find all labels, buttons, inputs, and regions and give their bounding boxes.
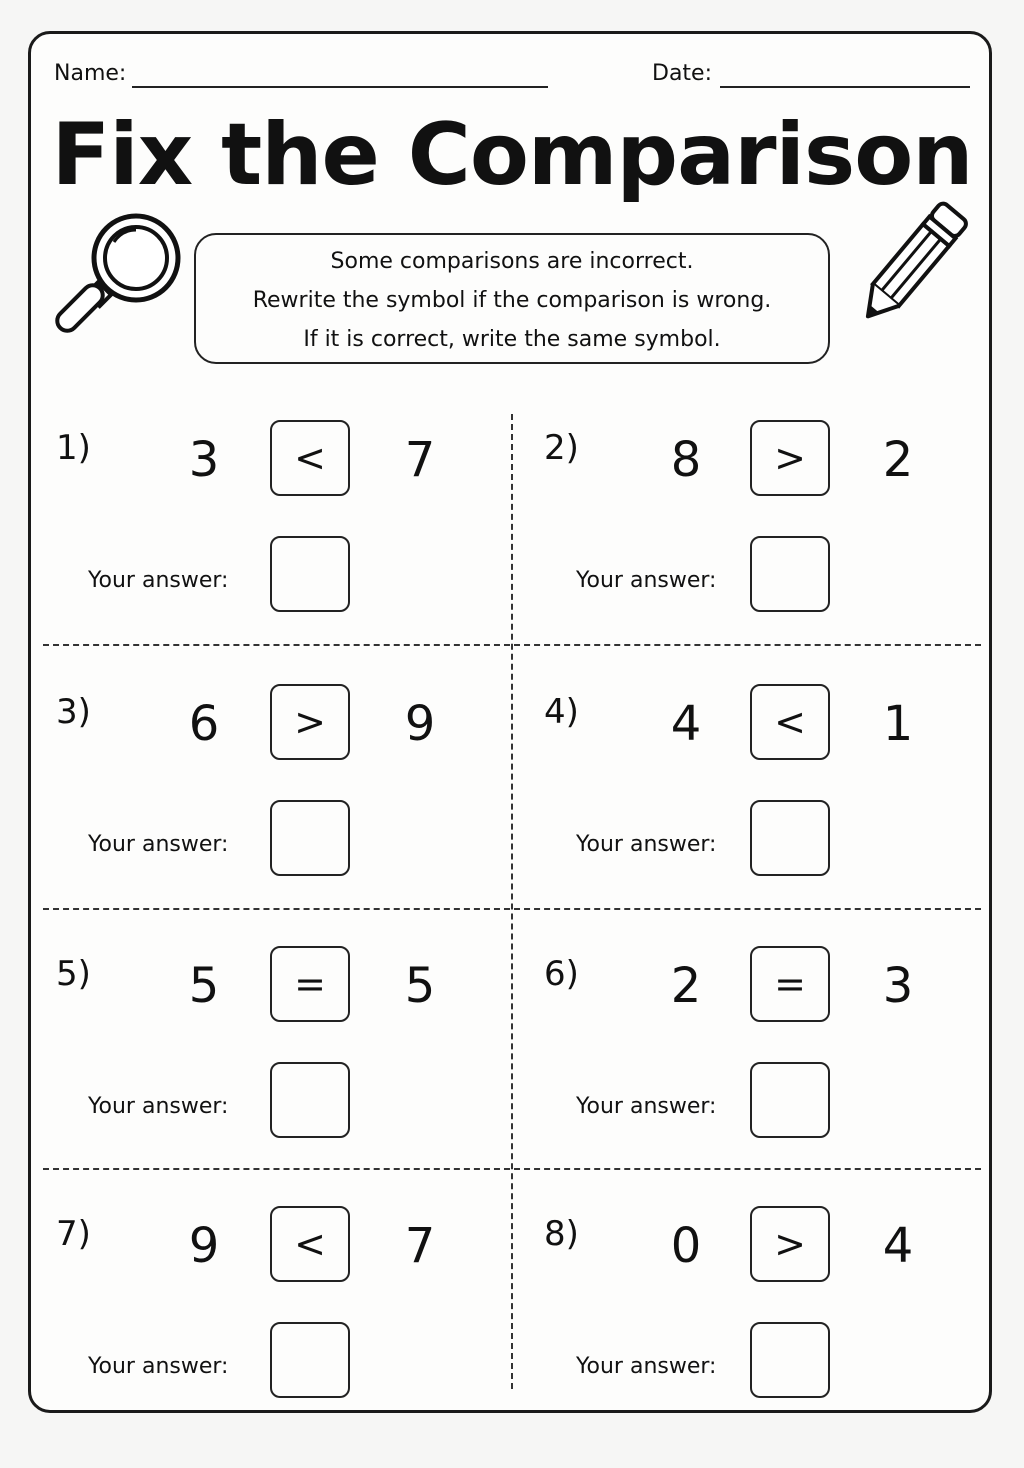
problem-5 bbox=[44, 946, 524, 1208]
answer-box[interactable] bbox=[750, 800, 830, 876]
answer-box[interactable] bbox=[270, 1062, 350, 1138]
answer-label: Your answer: bbox=[576, 832, 717, 857]
problem-number: 2) bbox=[544, 428, 579, 468]
left-number: 2 bbox=[670, 958, 702, 1014]
answer-label: Your answer: bbox=[88, 1094, 229, 1119]
comparison-symbol-box bbox=[750, 946, 830, 1022]
problem-6 bbox=[532, 946, 1012, 1208]
answer-label: Your answer: bbox=[576, 1094, 717, 1119]
answer-box[interactable] bbox=[750, 1322, 830, 1398]
problem-number: 8) bbox=[544, 1214, 579, 1254]
instruction-line: Rewrite the symbol if the comparison is wrong. bbox=[252, 288, 772, 313]
instruction-line: If it is correct, write the same symbol. bbox=[303, 327, 721, 352]
right-number: 4 bbox=[882, 1218, 914, 1274]
instructions-box bbox=[194, 233, 830, 364]
answer-box[interactable] bbox=[750, 1062, 830, 1138]
problem-number: 4) bbox=[544, 692, 579, 732]
date-label: Date: bbox=[652, 61, 712, 86]
right-number: 9 bbox=[404, 696, 436, 752]
comparison-symbol: < bbox=[774, 700, 806, 744]
answer-label: Your answer: bbox=[576, 568, 717, 593]
answer-label: Your answer: bbox=[88, 1354, 229, 1379]
problem-7 bbox=[44, 1206, 524, 1468]
answer-box[interactable] bbox=[270, 800, 350, 876]
left-number: 4 bbox=[670, 696, 702, 752]
comparison-symbol: < bbox=[294, 1222, 326, 1266]
answer-label: Your answer: bbox=[88, 832, 229, 857]
answer-box[interactable] bbox=[270, 536, 350, 612]
name-field[interactable] bbox=[132, 86, 548, 88]
answer-box[interactable] bbox=[270, 1322, 350, 1398]
problem-8 bbox=[532, 1206, 1012, 1468]
instruction-line: Some comparisons are incorrect. bbox=[330, 249, 694, 274]
magnifying-glass-icon bbox=[44, 206, 190, 346]
answer-box[interactable] bbox=[750, 536, 830, 612]
comparison-symbol-box bbox=[270, 420, 350, 496]
left-number: 6 bbox=[188, 696, 220, 752]
problem-number: 6) bbox=[544, 954, 579, 994]
comparison-symbol: > bbox=[294, 700, 326, 744]
left-number: 9 bbox=[188, 1218, 220, 1274]
comparison-symbol-box bbox=[270, 684, 350, 760]
left-number: 8 bbox=[670, 432, 702, 488]
comparison-symbol: = bbox=[294, 962, 326, 1006]
right-number: 2 bbox=[882, 432, 914, 488]
problem-2 bbox=[532, 420, 1012, 682]
comparison-symbol-box bbox=[750, 1206, 830, 1282]
right-number: 7 bbox=[404, 1218, 436, 1274]
problem-4 bbox=[532, 684, 1012, 946]
comparison-symbol-box bbox=[750, 684, 830, 760]
comparison-symbol: > bbox=[774, 1222, 806, 1266]
comparison-symbol: > bbox=[774, 436, 806, 480]
answer-label: Your answer: bbox=[576, 1354, 717, 1379]
problem-number: 5) bbox=[56, 954, 91, 994]
right-number: 1 bbox=[882, 696, 914, 752]
name-label: Name: bbox=[54, 61, 127, 86]
problem-number: 7) bbox=[56, 1214, 91, 1254]
problem-number: 3) bbox=[56, 692, 91, 732]
right-number: 3 bbox=[882, 958, 914, 1014]
comparison-symbol-box bbox=[270, 946, 350, 1022]
date-field[interactable] bbox=[720, 86, 970, 88]
left-number: 3 bbox=[188, 432, 220, 488]
left-number: 5 bbox=[188, 958, 220, 1014]
right-number: 7 bbox=[404, 432, 436, 488]
comparison-symbol-box bbox=[270, 1206, 350, 1282]
problem-3 bbox=[44, 684, 524, 946]
comparison-symbol: = bbox=[774, 962, 806, 1006]
problem-number: 1) bbox=[56, 428, 91, 468]
left-number: 0 bbox=[670, 1218, 702, 1274]
comparison-symbol-box bbox=[750, 420, 830, 496]
comparison-symbol: < bbox=[294, 436, 326, 480]
page-title: Fix the Comparison bbox=[51, 105, 973, 205]
right-number: 5 bbox=[404, 958, 436, 1014]
problem-1 bbox=[44, 420, 524, 682]
pencil-icon bbox=[846, 192, 976, 338]
answer-label: Your answer: bbox=[88, 568, 229, 593]
